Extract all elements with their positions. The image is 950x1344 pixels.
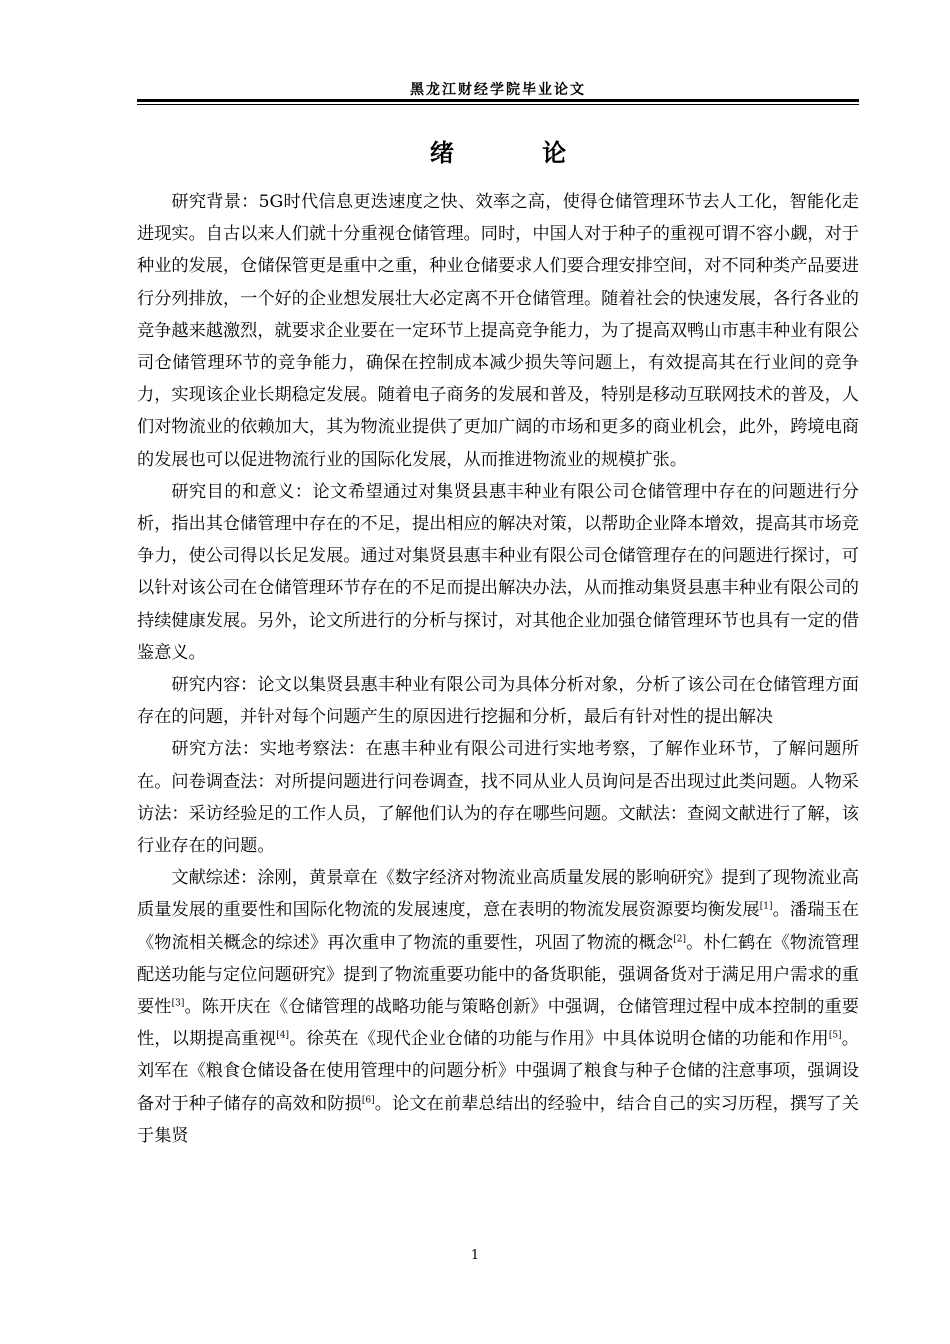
body-text (137, 186, 859, 1152)
paragraph-text: 文献综述：涂刚，黄景章在《数字经济对物流业高质量发展的影响研究》提到了现物流业高质量发展的重要性和国际化物流的发展速度，意在表明的物流发展资源要均衡发展 (137, 868, 859, 921)
paragraph-text: 研究方法：实地考察法：在惠丰种业有限公司进行实地考察，了解作业环节，了解问题所在。问卷调查法：对所提问题进行问卷调查，找不同从业人员询问是否出现过此类问题。人物采访法：采访经验足的工作人员，了解他们认为的存在哪些问题。文献法：查阅文献进行了解，该行业存在的问题。 (137, 739, 859, 857)
citation-ref: [4] (276, 1030, 289, 1041)
paragraph-text: 研究背景：5G时代信息更迭速度之快、效率之高，使得仓储管理环节去人工化，智能化走进现实。自古以来人们就十分重视仓储管理。同时，中国人对于种子的重视可谓不容小觑，对于种业的发展，仓储保管更是重中之重，种业仓储要求人们要合理安排空间，对不同种类产品要进行分列排放，一个好的企业想发展壮大必定离不开仓储管理。随着社会的快速发展，各行各业的竞争越来越激烈，就要求企业要在一定环节上提高竞争能力，为了提高双鸭山市惠丰种业有限公司仓储管理环节的竞争能力，确保在控制成本减少损失等问题上，有效提高其在行业间的竞争力，实现该企业长期稳定发展。随着电子商务的发展和普及，特别是移动互联网技术的普及，人们对物流业的依赖加大，其为物流业提供了更加广阔的市场和更多的商业机会，此外，跨境电商的发展也可以促进物流行业的国际化发展，从而推进物流业的规模扩张。 (137, 192, 859, 470)
paragraph-text: 。刘军在《粮食仓储设备在使用管理中的问题分析》中强调了粮食与种子仓储的注意事项，强调设备对于种子储存的高效和防损 (137, 1029, 859, 1114)
paragraph-purpose (137, 476, 859, 669)
section-title-text: 绪 论 (429, 138, 607, 167)
citation-ref: [5] (828, 1030, 842, 1041)
citation-ref: [1] (759, 901, 773, 912)
paragraph-background (137, 186, 859, 476)
header-rule-thin (137, 104, 859, 105)
paragraph-content (137, 669, 859, 733)
citation-ref: [3] (171, 998, 185, 1009)
paragraph-methods (137, 733, 859, 862)
page-number: 1 (470, 1248, 480, 1263)
section-title (137, 133, 859, 168)
paragraph-text: 。徐英在《现代企业仓储的功能与作用》中具体说明仓储的功能和作用 (289, 1029, 829, 1050)
header-rule-thick (137, 99, 859, 102)
paragraph-literature-review (137, 862, 859, 1152)
citation-ref: [6] (361, 1094, 375, 1105)
paragraph-text: 。朴仁鹤在《物流管理配送功能与定位问题研究》提到了物流重要功能中的备货职能，强调备货对于满足用户需求的重要性 (137, 932, 859, 1018)
paragraph-text: 研究目的和意义：论文希望通过对集贤县惠丰种业有限公司仓储管理中存在的问题进行分析，指出其仓储管理中存在的不足，提出相应的解决对策，以帮助企业降本增效，提高其市场竞争力，使公司得以长足发展。通过对集贤县惠丰种业有限公司仓储管理存在的问题进行探讨，可以针对该公司在仓储管理环节存在的不足而提出解决办法，从而推动集贤县惠丰种业有限公司的持续健康发展。另外，论文所进行的分析与探讨，对其他企业加强仓储管理环节也具有一定的借鉴意义。 (137, 481, 859, 663)
paragraph-text: 。陈开庆在《仓储管理的战略功能与策略创新》中强调，仓储管理过程中成本控制的重要性，以期提高重视 (137, 997, 859, 1050)
citation-ref: [2] (673, 933, 686, 944)
paragraph-text: 。论文在前辈总结出的经验中，结合自己的实习历程，撰写了关于集贤 (137, 1093, 859, 1146)
paragraph-text: 。潘瑞玉在《物流相关概念的综述》再次重申了物流的重要性，巩固了物流的概念 (137, 900, 859, 953)
running-header: 黑龙江财经学院毕业论文 (410, 82, 586, 98)
paragraph-text: 研究内容：论文以集贤县惠丰种业有限公司为具体分析对象，分析了该公司在仓储管理方面存在的问题，并针对每个问题产生的原因进行挖掘和分析，最后有针对性的提出解决 (137, 675, 859, 728)
